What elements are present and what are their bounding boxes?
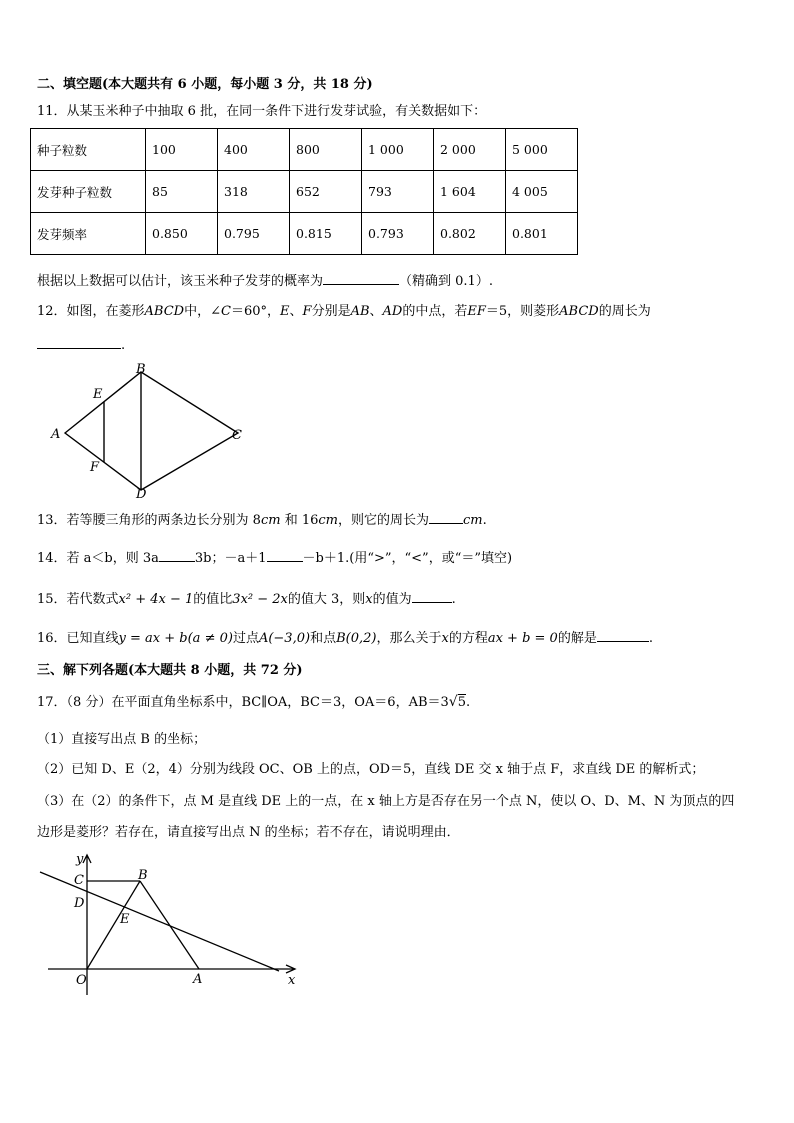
table-row (31, 171, 578, 213)
q12-part: ABCD (559, 304, 599, 319)
q14-part: 14．若 a＜b，则 3a (37, 551, 159, 566)
table-cell: 85 (146, 171, 218, 213)
q17-sub3b: 边形是菱形？若存在，请直接写出点 N 的坐标；若不存在，请说明理由． (37, 825, 460, 840)
math-expr: 3x² − 2x (232, 592, 288, 607)
table-cell: 400 (218, 129, 290, 171)
var-x: x (441, 631, 449, 646)
unit-cm: cm (318, 513, 338, 528)
label-d: D (74, 896, 85, 911)
q14-part: 3b；－a＋1 (194, 551, 267, 566)
q11-after-pre: 根据以上数据可以估计，该玉米种子发芽的概率为 (37, 274, 324, 289)
table-cell: 0.801 (506, 213, 578, 255)
q16-part: 16．已知直线 (37, 631, 119, 646)
answer-blank[interactable] (412, 590, 452, 603)
answer-blank[interactable] (159, 549, 195, 562)
q15-text (37, 590, 456, 609)
table-cell: 0.802 (434, 213, 506, 255)
q15-part: 的值比 (193, 592, 233, 607)
q12-text (37, 303, 651, 321)
table-cell: 800 (290, 129, 362, 171)
q16-part: 过点 (232, 631, 259, 646)
q12-part: ABCD (144, 304, 185, 319)
q17-intro (37, 693, 470, 712)
unit-cm: cm (260, 513, 281, 528)
q17-part: 17．（8 分）在平面直角坐标系中，BC∥OA，BC＝3，OA＝6，AB＝3 (37, 695, 449, 710)
label-e: E (93, 387, 103, 402)
q12-part: ＝5，则菱形 (485, 304, 560, 319)
q16-part: ，那么关于 (376, 631, 442, 646)
table-cell: 318 (218, 171, 290, 213)
label-a: A (193, 972, 203, 987)
q12-part: EF (467, 304, 486, 319)
q12-answer-line (37, 336, 125, 355)
math-expr: x² + 4x − 1 (118, 592, 194, 607)
q16-part: 的解是 (557, 631, 597, 646)
sqrt-radicand: 5 (457, 695, 466, 710)
q15-end: . (451, 592, 456, 607)
table-cell: 0.795 (218, 213, 290, 255)
q12-part: 的中点，若 (402, 304, 468, 319)
label-b: B (138, 868, 148, 883)
label-a: A (51, 427, 61, 442)
unit-cm: cm (463, 513, 483, 528)
q12-tail: . (121, 338, 126, 353)
table-cell: 100 (146, 129, 218, 171)
label-e: E (120, 912, 130, 927)
var-x: x (365, 592, 373, 607)
q15-part: 的值大 3，则 (287, 592, 366, 607)
label-y: y (76, 852, 84, 867)
table-cell: 0.793 (362, 213, 434, 255)
q12-part: AD (382, 304, 403, 319)
q12-part: C (221, 304, 231, 319)
math-expr: A(−3,0) (258, 631, 311, 646)
q16-text (37, 629, 653, 648)
q11-answer-line (37, 272, 493, 291)
label-d: D (136, 487, 147, 502)
table-cell: 1 000 (362, 129, 434, 171)
q12-part: ＝60°， (230, 304, 281, 319)
label-x: x (288, 973, 296, 988)
q12-part: F (302, 304, 312, 319)
table-row (31, 129, 578, 171)
answer-blank[interactable] (323, 272, 399, 285)
answer-blank[interactable] (37, 336, 121, 349)
table-cell: 发芽种子粒数 (31, 171, 146, 213)
label-f: F (90, 460, 100, 475)
q16-part: 的方程 (448, 631, 488, 646)
q12-part: 、 (289, 304, 303, 319)
q12-part: E (280, 304, 290, 319)
q14-text (37, 549, 512, 568)
q14-part: －b＋1.(用“>”，“<”，或“＝”填空) (302, 551, 513, 566)
table-cell: 2 000 (434, 129, 506, 171)
table-cell: 0.815 (290, 213, 362, 255)
table-cell: 4 005 (506, 171, 578, 213)
q17-sub3a: （3）在（2）的条件下，点 M 是直线 DE 上的一点，在 x 轴上方是否存在另一个点 N，使以 O、D、M、N 为顶点的四 (37, 794, 735, 809)
q13-part: 13．若等腰三角形的两条边长分别为 8 (37, 513, 261, 528)
table-row (31, 213, 578, 255)
q12-part: 分别是 (311, 304, 351, 319)
math-expr: y = ax + b(a ≠ 0) (118, 631, 233, 646)
answer-blank[interactable] (429, 511, 463, 524)
table-cell: 5 000 (506, 129, 578, 171)
q13-part: ，则它的周长为 (337, 513, 429, 528)
q17-sub2: （2）已知 D、E（2，4）分别为线段 OC、OB 上的点，OD＝5，直线 DE 交 x 轴于点 F，求直线 DE 的解析式； (37, 762, 705, 777)
sqrt-symbol: √ (448, 694, 458, 710)
q16-end: . (648, 631, 653, 646)
answer-blank[interactable] (597, 629, 649, 642)
q12-part: 中，∠ (184, 304, 222, 319)
label-o: O (76, 973, 87, 988)
q11-text: 11．从某玉米种子中抽取 6 批，在同一条件下进行发芽试验，有关数据如下： (37, 104, 487, 119)
q13-part: 和 16 (280, 513, 319, 528)
q17-end: . (465, 695, 471, 710)
seed-data-table (30, 128, 578, 255)
q17-sub1: （1）直接写出点 B 的坐标； (37, 732, 207, 747)
table-cell: 793 (362, 171, 434, 213)
q12-part: 的周长为 (598, 304, 651, 319)
section3-heading: 三、解下列各题(本大题共 8 小题，共 72 分) (37, 663, 303, 678)
q12-part: 、 (369, 304, 383, 319)
q15-part: 15．若代数式 (37, 592, 119, 607)
table-cell: 0.850 (146, 213, 218, 255)
rhombus-figure (48, 360, 248, 505)
math-expr: B(0,2) (336, 631, 377, 646)
q12-part: AB (350, 304, 370, 319)
answer-blank[interactable] (267, 549, 303, 562)
label-b: B (136, 362, 146, 377)
q15-part: 的值为 (372, 592, 412, 607)
label-c: C (74, 873, 84, 888)
table-cell: 652 (290, 171, 362, 213)
label-c: C (232, 428, 242, 443)
table-cell: 1 604 (434, 171, 506, 213)
table-cell: 发芽频率 (31, 213, 146, 255)
table-cell: 种子粒数 (31, 129, 146, 171)
q13-text (37, 511, 487, 530)
q13-end: . (482, 513, 487, 528)
q12-part: 12．如图，在菱形 (37, 304, 145, 319)
math-expr: ax + b = 0 (487, 631, 558, 646)
q16-part: 和点 (310, 631, 337, 646)
q11-after-post: （精确到 0.1）. (399, 274, 493, 289)
section2-heading: 二、填空题(本大题共有 6 小题，每小题 3 分，共 18 分) (37, 77, 373, 92)
coordinate-figure (36, 850, 306, 1000)
